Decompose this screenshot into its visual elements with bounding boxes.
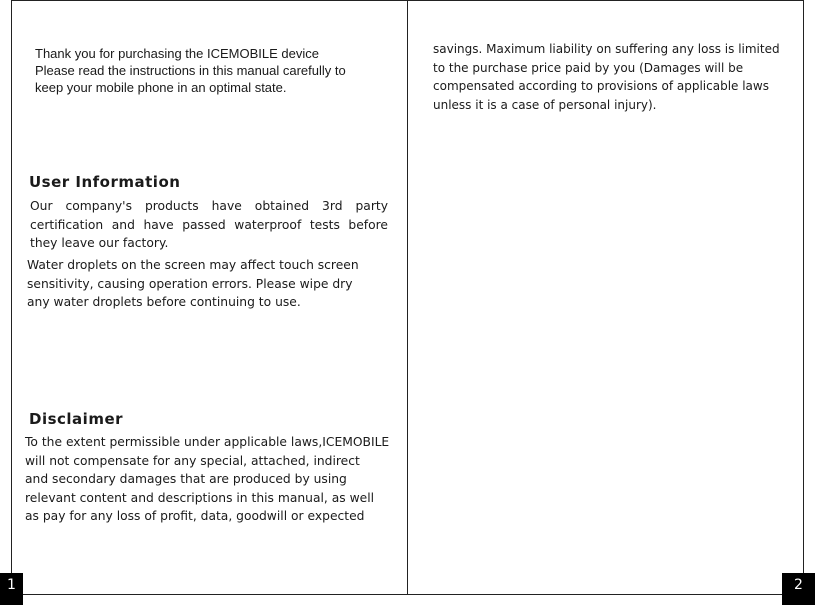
page-number-right: 2 — [782, 573, 815, 605]
user-information-heading: User Information — [29, 173, 181, 191]
disclaimer-line: To the extent permissible under applicable laws,ICEMOBILE — [25, 435, 390, 449]
certification-line: they leave our factory. — [30, 236, 169, 250]
page-number-left: 1 — [0, 573, 23, 605]
page-divider — [407, 0, 408, 595]
disclaimer-line: and secondary damages that are produced by using — [25, 472, 347, 486]
continuation-line: compensated according to provisions of applicable laws — [433, 79, 769, 93]
intro-line: keep your mobile phone in an optimal state. — [35, 80, 287, 95]
water-warning-line: any water droplets before continuing to use. — [27, 295, 301, 309]
water-warning-line: Water droplets on the screen may affect touch screen — [27, 258, 359, 272]
certification-line: certification and have passed waterproof tests before — [30, 217, 388, 232]
water-warning-line: sensitivity, causing operation errors. Please wipe dry — [27, 276, 353, 291]
disclaimer-paragraph — [25, 433, 397, 526]
intro-line: Please read the instructions in this manual carefully to — [35, 63, 346, 78]
intro-line: Thank you for purchasing the ICEMOBILE device — [35, 46, 319, 61]
disclaimer-line: relevant content and descriptions in this manual, as well — [25, 490, 375, 505]
certification-paragraph — [30, 197, 388, 253]
continuation-line: unless it is a case of personal injury). — [433, 97, 657, 112]
continuation-line: savings. Maximum liability on suffering any loss is limited — [433, 42, 780, 56]
intro-text — [35, 45, 395, 96]
disclaimer-line: will not compensate for any special, attached, indirect — [25, 453, 360, 468]
certification-line: Our company's products have obtained 3rd party — [30, 199, 388, 213]
water-warning-paragraph — [27, 256, 389, 312]
disclaimer-continuation — [433, 40, 788, 114]
disclaimer-heading: Disclaimer — [29, 410, 124, 428]
disclaimer-line: as pay for any loss of profit, data, goodwill or expected — [25, 509, 365, 523]
continuation-line: to the purchase price paid by you (Damages will be — [433, 60, 744, 75]
